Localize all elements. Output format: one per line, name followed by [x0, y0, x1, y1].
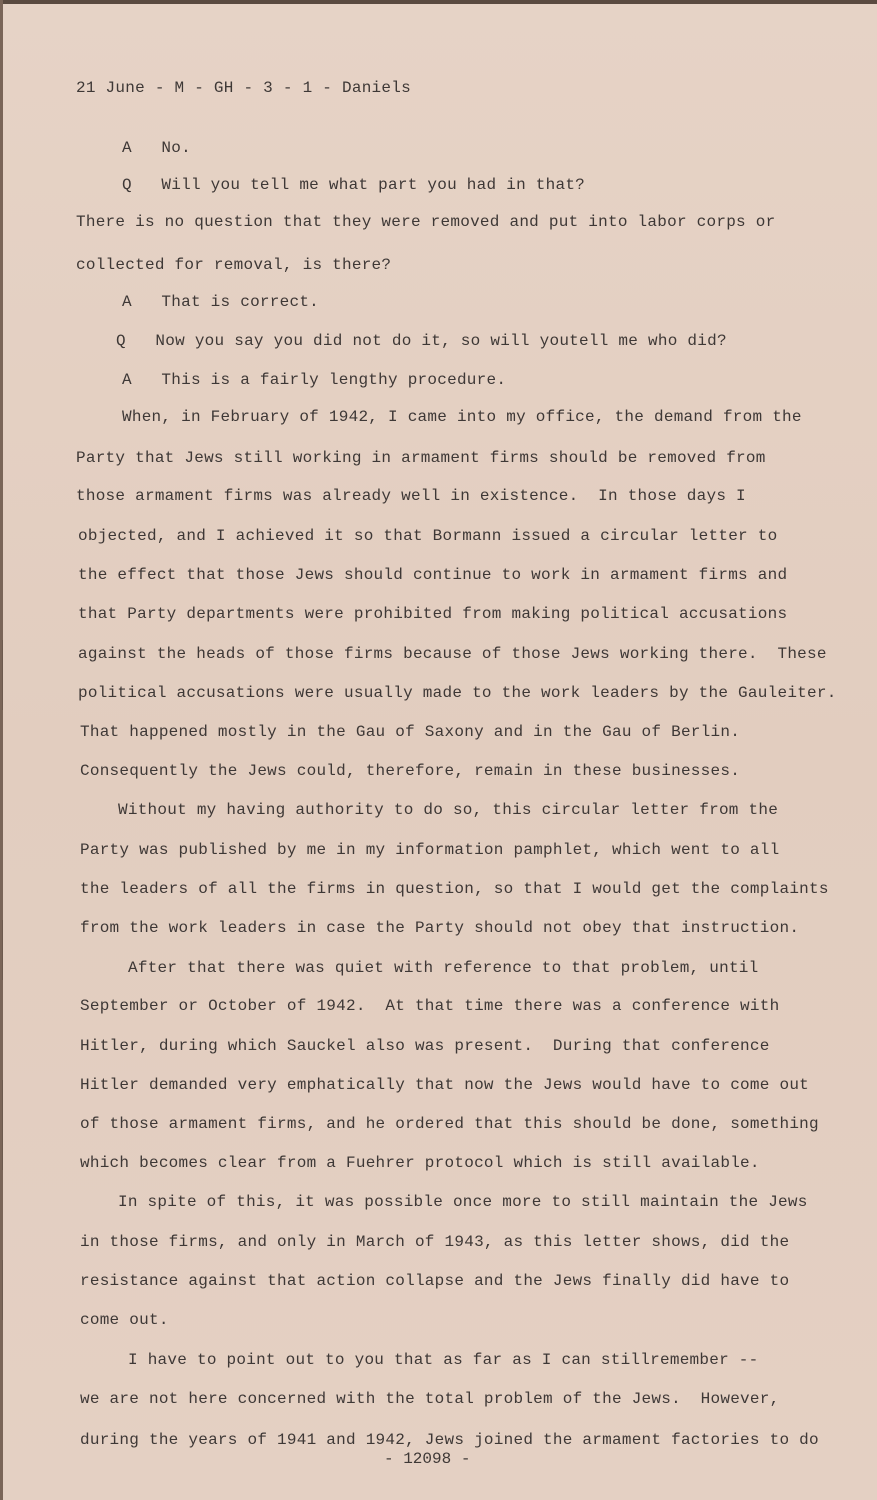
- transcript-line: Party that Jews still working in armament firms should be removed from: [76, 449, 766, 467]
- page-number: - 12098 -: [384, 1450, 471, 1468]
- transcript-line: When, in February of 1942, I came into my office, the demand from the: [122, 408, 802, 426]
- transcript-line: That happened mostly in the Gau of Saxony and in the Gau of Berlin.: [80, 723, 741, 741]
- page-top-edge: [0, 0, 877, 4]
- transcript-line: Consequently the Jews could, therefore, remain in these businesses.: [80, 762, 741, 780]
- transcript-line: Party was published by me in my information pamphlet, which went to all: [80, 841, 780, 859]
- transcript-line: during the years of 1941 and 1942, Jews joined the armament factories to do: [80, 1431, 819, 1449]
- transcript-line: those armament firms was already well in existence. In those days I: [76, 487, 746, 505]
- transcript-line: the leaders of all the firms in question, so that I would get the complaints: [80, 880, 829, 898]
- paper-tear-mark: [2, 1080, 13, 1170]
- transcript-line: objected, and I achieved it so that Bormann issued a circular letter to: [78, 527, 778, 545]
- transcript-line: A That is correct.: [122, 293, 320, 311]
- transcript-line: I have to point out to you that as far as I can stillremember --: [128, 1351, 759, 1369]
- transcript-line: Hitler, during which Sauckel also was present. During that conference: [80, 1037, 770, 1055]
- transcript-line: from the work leaders in case the Party should not obey that instruction.: [80, 919, 800, 937]
- transcript-line: the effect that those Jews should continue to work in armament firms and: [78, 566, 788, 584]
- document-header: 21 June - M - GH - 3 - 1 - Daniels: [76, 79, 411, 97]
- transcript-line: in those firms, and only in March of 1943, as this letter shows, did the: [80, 1233, 790, 1251]
- transcript-line: After that there was quiet with reference to that problem, until: [128, 959, 759, 977]
- transcript-line: come out.: [80, 1311, 169, 1329]
- transcript-line: In spite of this, it was possible once more to still maintain the Jews: [118, 1193, 808, 1211]
- transcript-line: A No.: [122, 139, 191, 157]
- transcript-line: collected for removal, is there?: [76, 256, 392, 274]
- transcript-line: Hitler demanded very emphatically that now the Jews would have to come out: [80, 1076, 810, 1094]
- transcript-line: against the heads of those firms because of those Jews working there. These: [78, 645, 827, 663]
- transcript-line: which becomes clear from a Fuehrer protocol which is still available.: [80, 1154, 760, 1172]
- paper-tear-mark: [2, 1260, 13, 1320]
- transcript-line: we are not here concerned with the total problem of the Jews. However,: [80, 1390, 780, 1408]
- transcript-line: resistance against that action collapse and the Jews finally did have to: [80, 1272, 790, 1290]
- transcript-line: A This is a fairly lengthy procedure.: [122, 371, 507, 389]
- transcript-line: Q Will you tell me what part you had in that?: [122, 176, 586, 194]
- transcript-line: political accusations were usually made to the work leaders by the Gauleiter.: [78, 684, 837, 702]
- transcript-line: of those armament firms, and he ordered that this should be done, something: [80, 1115, 819, 1133]
- transcript-line: There is no question that they were removed and put into labor corps or: [76, 213, 776, 231]
- transcript-line: that Party departments were prohibited from making political accusations: [78, 605, 788, 623]
- transcript-line: September or October of 1942. At that time there was a conference with: [80, 997, 780, 1015]
- transcript-line: Without my having authority to do so, this circular letter from the: [118, 801, 779, 819]
- transcript-line: Q Now you say you did not do it, so will youtell me who did?: [116, 332, 727, 350]
- paper-tear-mark: [2, 920, 13, 980]
- paper-tear-mark: [2, 640, 13, 710]
